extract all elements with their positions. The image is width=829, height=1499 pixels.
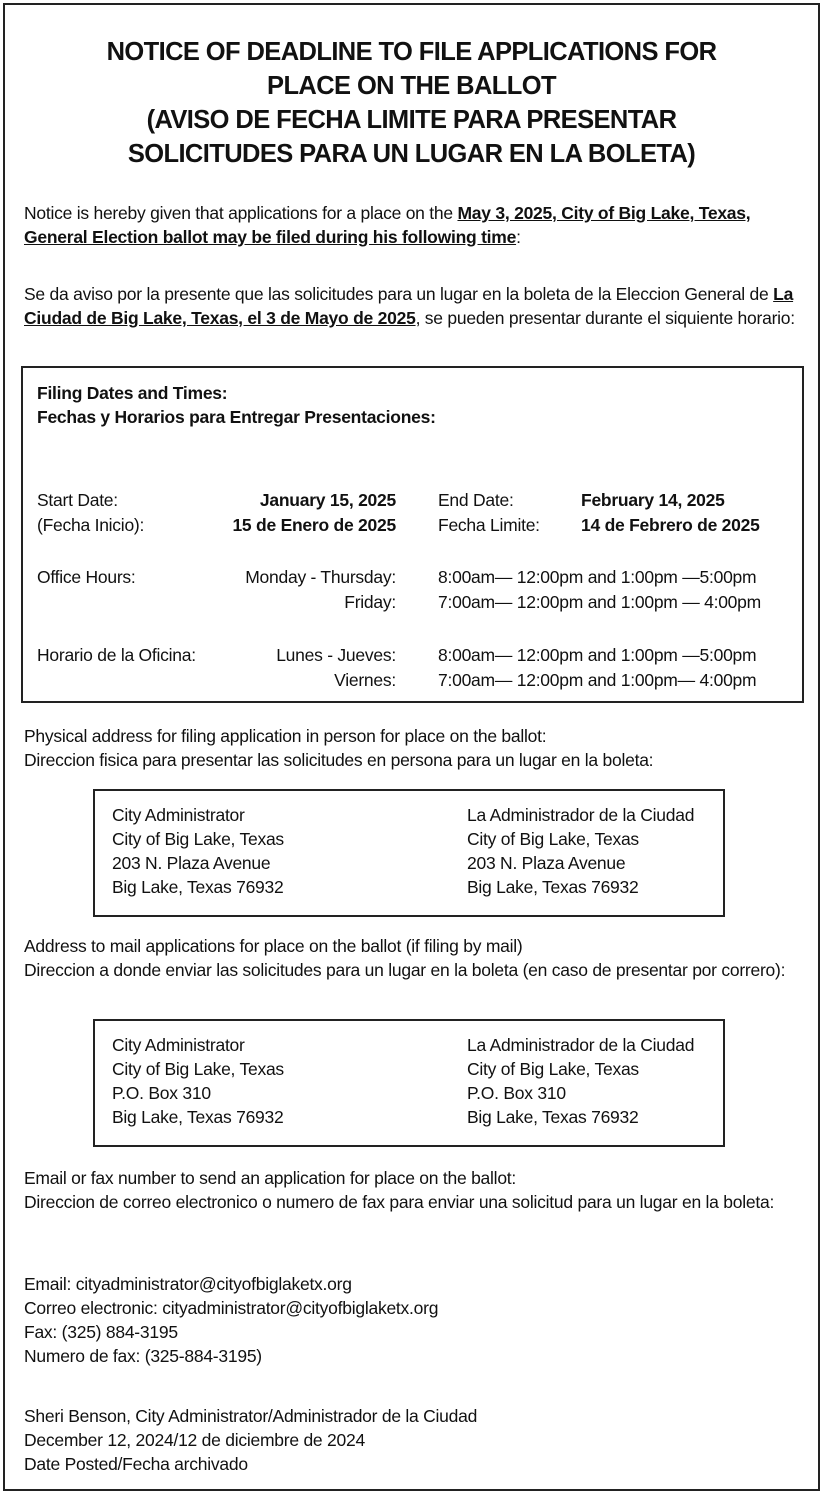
election-ballot-phrase: May 3, 2025, City of Big Lake, Texas, General Election ballot may be filed during his following time xyxy=(24,203,751,247)
signature-block xyxy=(24,1404,804,1476)
address-line: City of Big Lake, Texas xyxy=(112,1059,284,1079)
address-line: Big Lake, Texas 76932 xyxy=(112,1107,284,1127)
address-line: Big Lake, Texas 76932 xyxy=(467,877,639,897)
notice-title xyxy=(5,35,818,171)
title-line: (AVISO DE FECHA LIMITE PARA PRESENTAR xyxy=(146,106,677,134)
address-line: P.O. Box 310 xyxy=(467,1083,566,1103)
address-line: Big Lake, Texas 76932 xyxy=(467,1107,639,1127)
address-line: 203 N. Plaza Avenue xyxy=(467,853,626,873)
physical-address-en xyxy=(112,803,284,899)
fecha-inicio-label: (Fecha Inicio): xyxy=(37,515,145,535)
address-line: La Administrador de la Ciudad xyxy=(467,1035,695,1055)
physical-address-es xyxy=(467,803,694,899)
address-line: 203 N. Plaza Avenue xyxy=(112,853,271,873)
address-line: City Administrator xyxy=(112,1035,245,1055)
address-line: City of Big Lake, Texas xyxy=(467,829,639,849)
address-line: City of Big Lake, Texas xyxy=(112,829,284,849)
mail-address-box xyxy=(93,1019,725,1147)
office-hours-label: Office Hours: xyxy=(37,567,136,587)
office-days-2: Friday: xyxy=(344,592,396,612)
horario-days-2: Viernes: xyxy=(334,670,396,690)
address-line: La Administrador de la Ciudad xyxy=(467,805,695,825)
fecha-inicio-value: 15 de Enero de 2025 xyxy=(232,515,396,535)
intro-spanish xyxy=(24,282,804,330)
title-line: SOLICITUDES PARA UN LUGAR EN LA BOLETA) xyxy=(127,140,696,168)
physical-line-en: Physical address for filing application in person for place on the ballot: xyxy=(24,726,547,746)
end-date-label: End Date: xyxy=(438,490,514,510)
address-line: City of Big Lake, Texas xyxy=(467,1059,639,1079)
contact-details xyxy=(24,1272,804,1368)
end-date-value: February 14, 2025 xyxy=(581,490,725,510)
horario-times-1: 8:00am— 12:00pm and 1:00pm —5:00pm xyxy=(438,645,757,665)
correo-line: Correo electronic: cityadministrator@cityofbiglaketx.org xyxy=(24,1298,439,1318)
mail-address-es xyxy=(467,1033,694,1129)
intro-spanish-text: Se da aviso por la presente que las solicitudes para un lugar en la boleta de la Eleccion General de xyxy=(24,284,774,304)
eleccion-boleta-phrase: La Ciudad de Big Lake, Texas, el 3 de Mayo de 2025 xyxy=(24,284,794,328)
mail-line-es: Direccion a donde enviar las solicitudes para un lugar en la boleta (en caso de presentar por correro): xyxy=(24,960,786,980)
mail-line-en: Address to mail applications for place on the ballot (if filing by mail) xyxy=(24,936,523,956)
address-line: City Administrator xyxy=(112,805,245,825)
title-line: NOTICE OF DEADLINE TO FILE APPLICATIONS FOR xyxy=(106,38,717,66)
horario-times-2: 7:00am— 12:00pm and 1:00pm— 4:00pm xyxy=(438,670,757,690)
email-line: Email: cityadministrator@cityofbiglaketx.org xyxy=(24,1274,352,1294)
contact-line-en: Email or fax number to send an application for place on the ballot: xyxy=(24,1168,517,1188)
office-times-2: 7:00am— 12:00pm and 1:00pm — 4:00pm xyxy=(438,592,761,612)
address-line: P.O. Box 310 xyxy=(112,1083,211,1103)
intro-english-text: Notice is hereby given that applications for a place on the xyxy=(24,203,458,223)
filing-heading-en: Filing Dates and Times: xyxy=(37,383,228,403)
intro-english xyxy=(24,201,804,249)
signature-name: Sheri Benson, City Administrator/Administrador de la Ciudad xyxy=(24,1406,478,1426)
date-posted: Date Posted/Fecha archivado xyxy=(24,1454,248,1474)
contact-line-es: Direccion de correo electronico o numero de fax para enviar una solicitud para un lugar en la boleta: xyxy=(24,1192,775,1212)
mail-address-intro xyxy=(24,934,804,982)
office-times-1: 8:00am— 12:00pm and 1:00pm —5:00pm xyxy=(438,567,757,587)
title-line: PLACE ON THE BALLOT xyxy=(267,72,556,100)
mail-address-en xyxy=(112,1033,284,1129)
intro-english-end: : xyxy=(516,227,521,247)
intro-spanish-end: , se pueden presentar durante el siquiente horario: xyxy=(415,308,795,328)
signature-date: December 12, 2024/12 de diciembre de 2024 xyxy=(24,1430,365,1450)
address-line: Big Lake, Texas 76932 xyxy=(112,877,284,897)
physical-line-es: Direccion fisica para presentar las solicitudes en persona para un lugar en la boleta: xyxy=(24,750,654,770)
filing-dates-box xyxy=(21,366,804,703)
notice-page xyxy=(3,3,820,1491)
horario-days-1: Lunes - Jueves: xyxy=(276,645,396,665)
horario-label: Horario de la Oficina: xyxy=(37,645,196,665)
physical-address-box xyxy=(93,789,725,917)
start-date-label: Start Date: xyxy=(37,490,118,510)
filing-heading-es: Fechas y Horarios para Entregar Presentaciones: xyxy=(37,407,436,427)
numero-fax-line: Numero de fax: (325-884-3195) xyxy=(24,1346,262,1366)
start-date-value: January 15, 2025 xyxy=(259,490,396,510)
physical-address-intro xyxy=(24,724,804,772)
contact-intro xyxy=(24,1166,804,1214)
office-days-1: Monday - Thursday: xyxy=(245,567,396,587)
fecha-limite-label: Fecha Limite: xyxy=(438,515,540,535)
fax-line: Fax: (325) 884-3195 xyxy=(24,1322,178,1342)
fecha-limite-value: 14 de Febrero de 2025 xyxy=(581,515,760,535)
